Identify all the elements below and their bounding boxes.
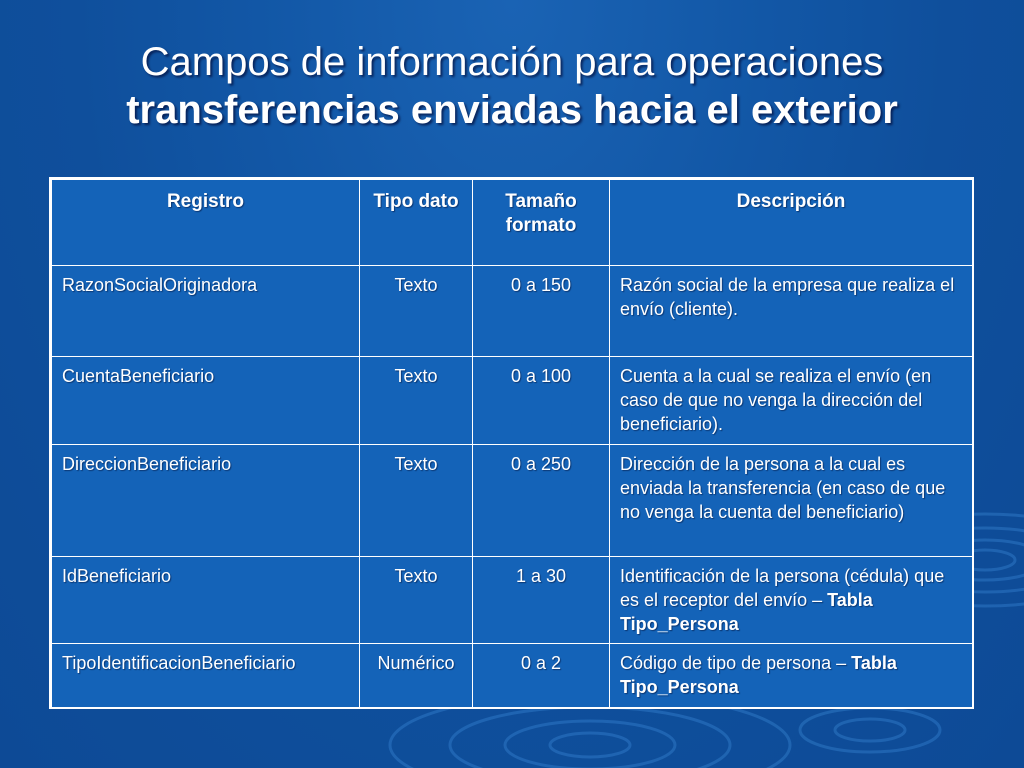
descripcion-text: Identificación de la persona (cédula) que es el receptor del envío – [620,566,945,610]
cell-descripcion [610,644,973,708]
cell-tamano-formato: 0 a 250 [473,445,610,557]
descripcion-text: Cuenta a la cual se realiza el envío (en caso de que no venga la dirección del beneficiario). [620,366,932,434]
cell-tipo-dato: Numérico [360,644,473,708]
cell-tamano-formato: 0 a 2 [473,644,610,708]
cell-tipo-dato: Texto [360,357,473,445]
cell-registro: DireccionBeneficiario [52,445,360,557]
cell-descripcion [610,557,973,644]
table-row [52,644,973,708]
cell-tamano-formato: 0 a 150 [473,266,610,357]
table-row [52,266,973,357]
descripcion-table-reference: Tabla Tipo_Persona [620,653,897,697]
slide-title [0,38,1024,134]
title-line-2: transferencias enviadas hacia el exterior [126,88,898,132]
title-line-1: Campos de información para operaciones [140,40,884,84]
descripcion-text: Código de tipo de persona – [620,653,852,673]
table-row [52,557,973,644]
descripcion-table-reference: Tabla Tipo_Persona [620,590,873,634]
header-descripcion: Descripción [610,180,973,266]
cell-descripcion [610,357,973,445]
cell-tamano-formato: 1 a 30 [473,557,610,644]
cell-registro: CuentaBeneficiario [52,357,360,445]
cell-tipo-dato: Texto [360,266,473,357]
header-tipo-dato: Tipo dato [360,180,473,266]
header-registro: Registro [52,180,360,266]
cell-registro: RazonSocialOriginadora [52,266,360,357]
descripcion-text: Dirección de la persona a la cual es enviada la transferencia (en caso de que no venga la cuenta del beneficiario) [620,454,946,522]
cell-tipo-dato: Texto [360,557,473,644]
descripcion-text: Razón social de la empresa que realiza el envío (cliente). [620,275,955,319]
table-row [52,445,973,557]
cell-tamano-formato: 0 a 100 [473,357,610,445]
fields-table-container [49,177,974,709]
cell-descripcion [610,266,973,357]
cell-tipo-dato: Texto [360,445,473,557]
cell-registro: TipoIdentificacionBeneficiario [52,644,360,708]
table-row [52,357,973,445]
table-header-row [52,180,973,266]
cell-registro: IdBeneficiario [52,557,360,644]
cell-descripcion [610,445,973,557]
fields-table [51,179,973,708]
header-tamano-formato: Tamaño formato [473,180,610,266]
